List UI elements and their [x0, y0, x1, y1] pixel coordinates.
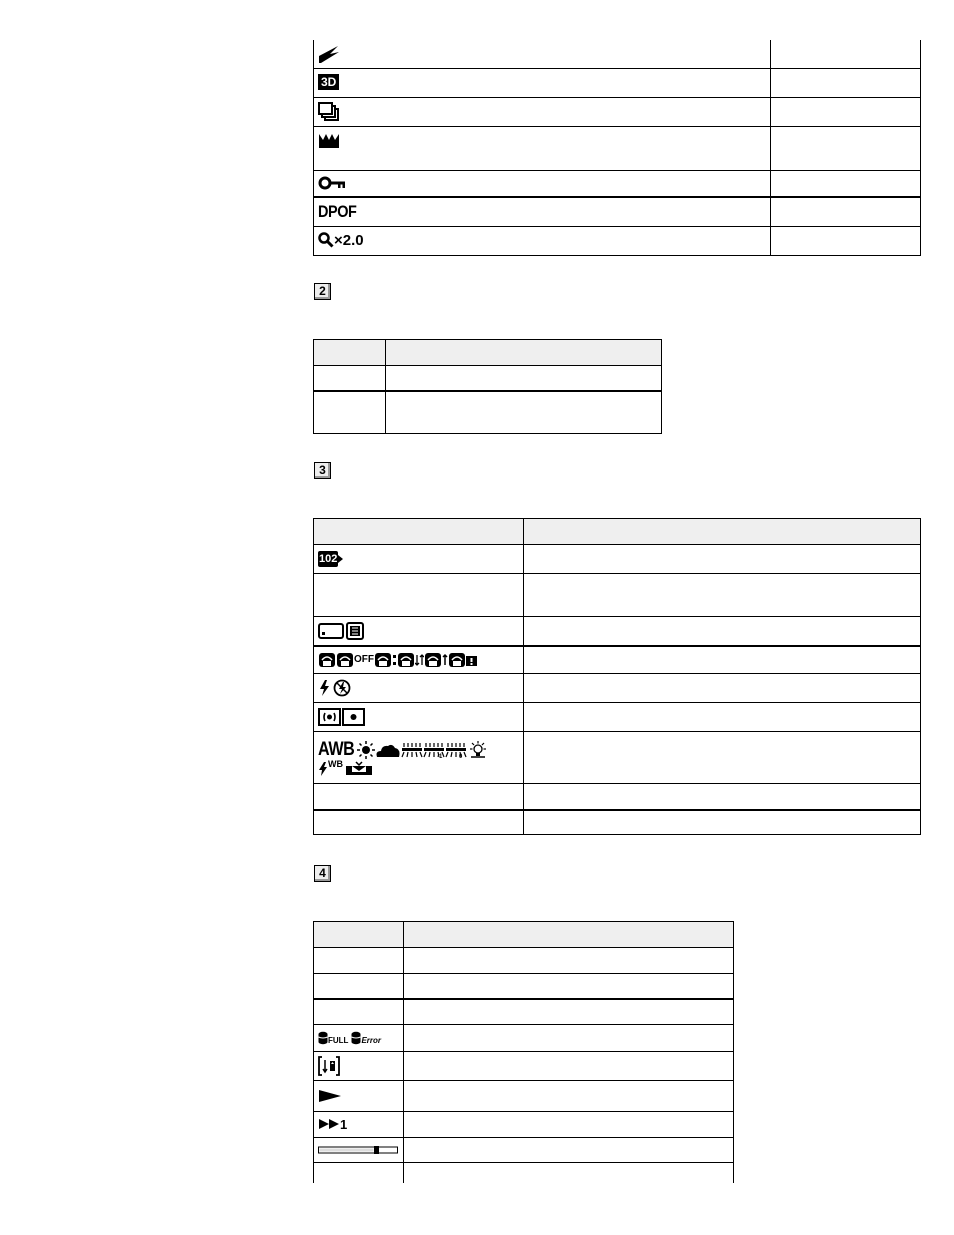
table-cell	[314, 784, 524, 810]
table-header	[404, 922, 734, 948]
table-row	[314, 126, 921, 170]
table-row	[314, 226, 921, 255]
table-row	[314, 784, 921, 810]
table-cell	[314, 1081, 404, 1112]
table-row	[314, 948, 734, 974]
table-cell	[314, 170, 771, 197]
table-cell	[314, 197, 771, 226]
table-cell	[524, 784, 921, 810]
printing-icon	[318, 44, 340, 64]
table-cell	[314, 1052, 404, 1081]
table-cell	[771, 40, 921, 68]
table-cell	[314, 948, 404, 974]
table-row	[314, 574, 921, 617]
folder-number-label: 102	[319, 552, 338, 565]
table-cell	[771, 97, 921, 126]
table-row	[314, 545, 921, 574]
table-cell	[314, 646, 524, 674]
table-cell	[404, 974, 734, 999]
table-cell	[314, 974, 404, 999]
table-cell	[314, 391, 386, 434]
table-cell	[404, 1112, 734, 1138]
svg-text:-1: -1	[436, 753, 443, 759]
burst-group-icon	[318, 102, 340, 122]
table-row	[314, 1052, 734, 1081]
table-row	[314, 1025, 734, 1052]
wifi-status-icons	[318, 652, 478, 668]
table-cell	[524, 646, 921, 674]
table-cell	[771, 68, 921, 97]
zoom-magnification-label: ×2.0	[334, 231, 364, 249]
table-cell	[524, 732, 921, 784]
table-cell	[524, 810, 921, 835]
table-cell	[314, 732, 524, 784]
table-header-row	[314, 519, 921, 545]
table-cell	[404, 1081, 734, 1112]
table-cell	[771, 126, 921, 170]
table-header	[314, 922, 404, 948]
table-cell	[314, 366, 386, 391]
table-row	[314, 1081, 734, 1112]
table-cell	[404, 1138, 734, 1163]
svg-text:0: 0	[458, 753, 463, 759]
table-row	[314, 391, 662, 434]
table-cell	[314, 126, 771, 170]
section-number-marker: 4	[314, 865, 331, 882]
table-cell	[314, 1163, 404, 1183]
table-cell	[404, 1052, 734, 1081]
memory-card-icon	[318, 622, 366, 640]
table-cell	[314, 226, 771, 255]
table-row	[314, 674, 921, 703]
table-row	[314, 97, 921, 126]
table-cell	[524, 703, 921, 732]
play-icon	[318, 1089, 342, 1103]
table-header	[314, 340, 386, 366]
section-number-marker: 2	[314, 283, 331, 300]
table-row	[314, 197, 921, 226]
dpof-icon-label: DPOF	[318, 201, 357, 221]
table-cell	[771, 170, 921, 197]
table-cell	[314, 810, 524, 835]
playback-bar-icon	[318, 1145, 398, 1155]
folder-102-icon	[318, 551, 343, 567]
table-cell	[404, 999, 734, 1025]
table-cell	[524, 674, 921, 703]
table-row	[314, 974, 734, 999]
database-status-icons	[318, 1031, 381, 1045]
table-cell	[314, 703, 524, 732]
section-number-marker: 3	[314, 462, 331, 479]
flash-wb-label: WB	[328, 758, 343, 769]
table-row	[314, 40, 921, 68]
table-cell	[314, 40, 771, 68]
table-cell	[771, 197, 921, 226]
table-row	[314, 810, 921, 835]
table-header	[386, 340, 662, 366]
table-row	[314, 68, 921, 97]
3d-icon-label: 3D	[321, 75, 337, 90]
table-cell	[524, 545, 921, 574]
table-cell	[314, 574, 524, 617]
table-cell	[314, 999, 404, 1025]
rotate-icon	[318, 1056, 340, 1076]
table-header	[314, 519, 524, 545]
icon-table-3	[313, 518, 921, 835]
table-cell	[404, 948, 734, 974]
table-cell	[404, 1025, 734, 1052]
fast-forward-speed-label: 1	[340, 1116, 348, 1132]
wifi-off-label: OFF	[354, 654, 374, 666]
info-table-2	[313, 339, 662, 434]
table-cell	[386, 391, 662, 434]
table-row	[314, 646, 921, 674]
table-cell	[314, 674, 524, 703]
table-row	[314, 170, 921, 197]
database-full-label: FULL	[328, 1035, 349, 1045]
dpof-icon	[318, 202, 356, 222]
fast-forward-icon	[318, 1117, 347, 1132]
table-header-row	[314, 340, 662, 366]
table-row	[314, 703, 921, 732]
table-cell	[314, 1112, 404, 1138]
database-error-label: Error	[361, 1035, 381, 1045]
table-row	[314, 1163, 734, 1183]
table-cell	[386, 366, 662, 391]
awb-label: AWB	[318, 738, 355, 760]
3d-icon	[318, 74, 339, 90]
table-row	[314, 617, 921, 646]
table-row	[314, 1138, 734, 1163]
table-cell	[314, 68, 771, 97]
table-cell	[314, 545, 524, 574]
table-row	[314, 999, 734, 1025]
table-cell	[314, 1138, 404, 1163]
table-cell	[524, 617, 921, 646]
table-cell	[314, 97, 771, 126]
crown-icon	[318, 132, 340, 150]
table-cell	[524, 574, 921, 617]
white-balance-icons	[318, 739, 518, 777]
icon-table-4	[313, 921, 734, 1183]
key-protect-icon	[318, 175, 346, 191]
table-row	[314, 366, 662, 391]
table-cell	[404, 1163, 734, 1183]
metering-icons	[318, 708, 366, 726]
zoom-magnification-icon	[318, 232, 364, 249]
table-cell	[771, 226, 921, 255]
table-header	[524, 519, 921, 545]
table-header-row	[314, 922, 734, 948]
table-row	[314, 732, 921, 784]
table-row	[314, 1112, 734, 1138]
table-cell	[314, 617, 524, 646]
table-cell	[314, 1025, 404, 1052]
flash-icons	[318, 679, 352, 697]
icon-table-1	[313, 40, 921, 256]
